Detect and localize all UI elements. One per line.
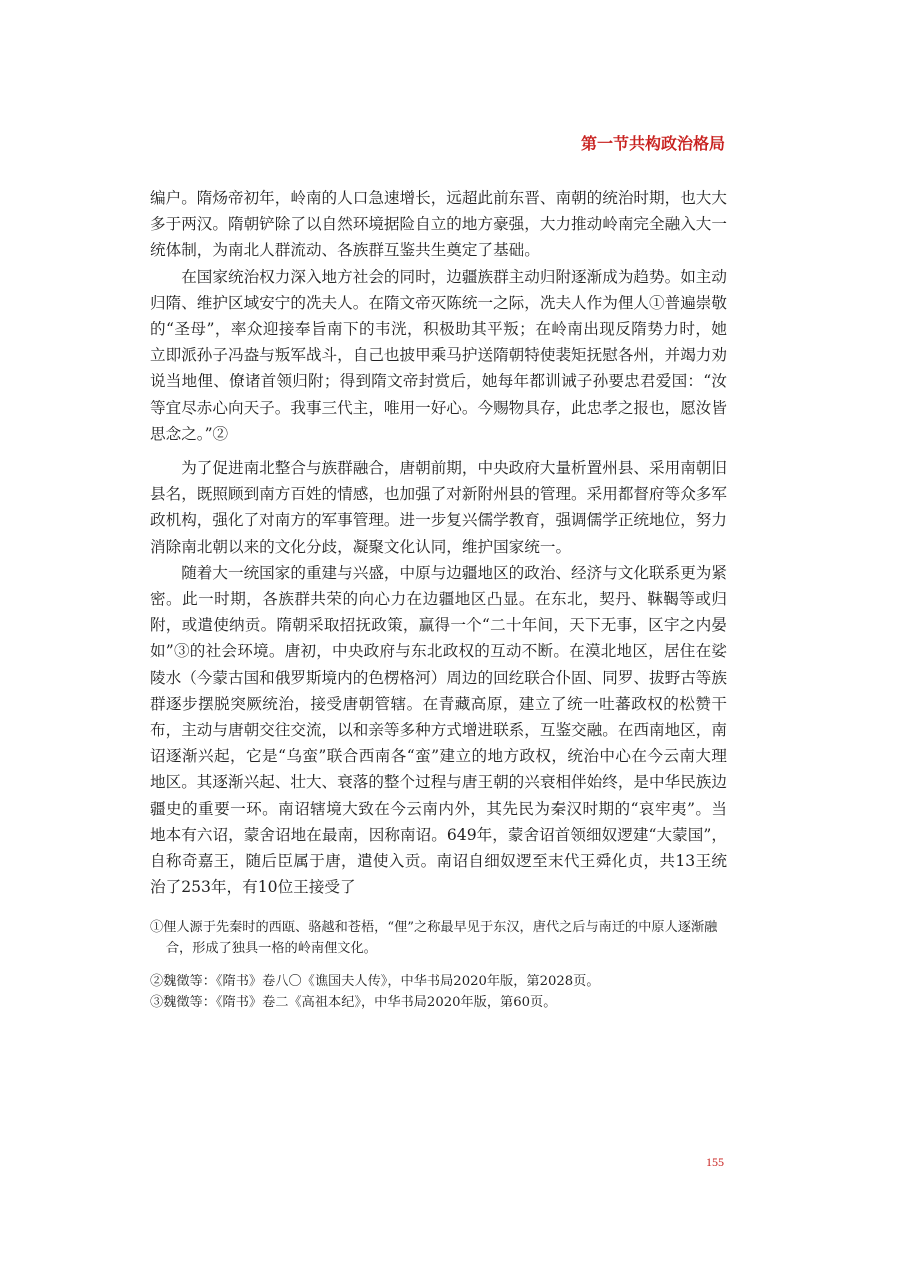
paragraph: 为了促进南北整合与族群融合，唐朝前期，中央政府大量析置州县、采用南朝旧县名，既照顾到南方百姓的情感，也加强了对新附州县的管理。采用都督府等众多军政机构，强化了对南方的军事管理。进一步复兴儒学教育，强调儒学正统地位，努力消除南北朝以来的文化分歧，凝聚文化认同，维护国家统一。 bbox=[150, 459, 727, 556]
footnotes bbox=[150, 917, 727, 1013]
page-number: 155 bbox=[706, 1155, 724, 1169]
footnote: ②魏徵等：《隋书》卷八〇《谯国夫人传》，中华书局2020年版，第2028页。 bbox=[150, 974, 600, 989]
footnote: ①俚人源于先秦时的西瓯、骆越和苍梧，“俚”之称最早见于东汉，唐代之后与南迁的中原人逐渐融合，形成了独具一格的岭南俚文化。 bbox=[150, 920, 718, 956]
footnote: ③魏徵等：《隋书》卷二《高祖本纪》，中华书局2020年版，第60页。 bbox=[150, 995, 557, 1010]
main-text bbox=[150, 185, 727, 900]
paragraph: 编户。隋炀帝初年，岭南的人口急速增长，远超此前东晋、南朝的统治时期，也大大多于两汉。隋朝铲除了以自然环境据险自立的地方豪强，大力推动岭南完全融入大一统体制，为南北人群流动、各族群互鉴共生奠定了基础。 bbox=[150, 189, 727, 260]
paragraph: 在国家统治权力深入地方社会的同时，边疆族群主动归附逐渐成为趋势。如主动归隋、维护区域安宁的冼夫人。在隋文帝灭陈统一之际，冼夫人作为俚人①普遍崇敬的“圣母”，率众迎接奉旨南下的韦洸，积极助其平叛；在岭南出现反隋势力时，她立即派孙子冯盎与叛军战斗，自己也披甲乘马护送隋朝特使裴矩抚慰各州，并竭力劝说当地俚、僚诸首领归附；得到隋文帝封赏后，她每年都训诫子孙要忠君爱国：“汝等宜尽赤心向天子。我事三代主，唯用一好心。今赐物具存，此忠孝之报也，愿汝皆思念之。”② bbox=[150, 267, 727, 443]
paragraph: 随着大一统国家的重建与兴盛，中原与边疆地区的政治、经济与文化联系更为紧密。此一时期，各族群共荣的向心力在边疆地区凸显。在东北，契丹、靺鞨等或归附，或遣使纳贡。隋朝采取招抚政策，赢得一个“二十年间，天下无事，区宇之内晏如”③的社会环境。唐初，中央政府与东北政权的互动不断。在漠北地区，居住在娑陵水（今蒙古国和俄罗斯境内的色楞格河）周边的回纥联合仆固、同罗、拔野古等族群逐步摆脱突厥统治，接受唐朝管辖。在青藏高原，建立了统一吐蕃政权的松赞干布，主动与唐朝交往交流，以和亲等多种方式增进联系，互鉴交融。在西南地区，南诏逐渐兴起，它是“乌蛮”联合西南各“蛮”建立的地方政权，统治中心在今云南大理地区。其逐渐兴起、壮大、衰落的整个过程与唐王朝的兴衰相伴始终，是中华民族边疆史的重要一环。南诏辖境大致在今云南内外，其先民为秦汉时期的“哀牢夷”。当地本有六诏，蒙舍诏地在最南，因称南诏。649年，蒙舍诏首领细奴逻建“大蒙国”，自称奇嘉王，随后臣属于唐，遣使入贡。南诏自细奴逻至末代王舜化贞，共13王统治了253年，有10位王接受了 bbox=[150, 563, 727, 897]
section-title: 第一节共构政治格局 bbox=[580, 134, 725, 153]
